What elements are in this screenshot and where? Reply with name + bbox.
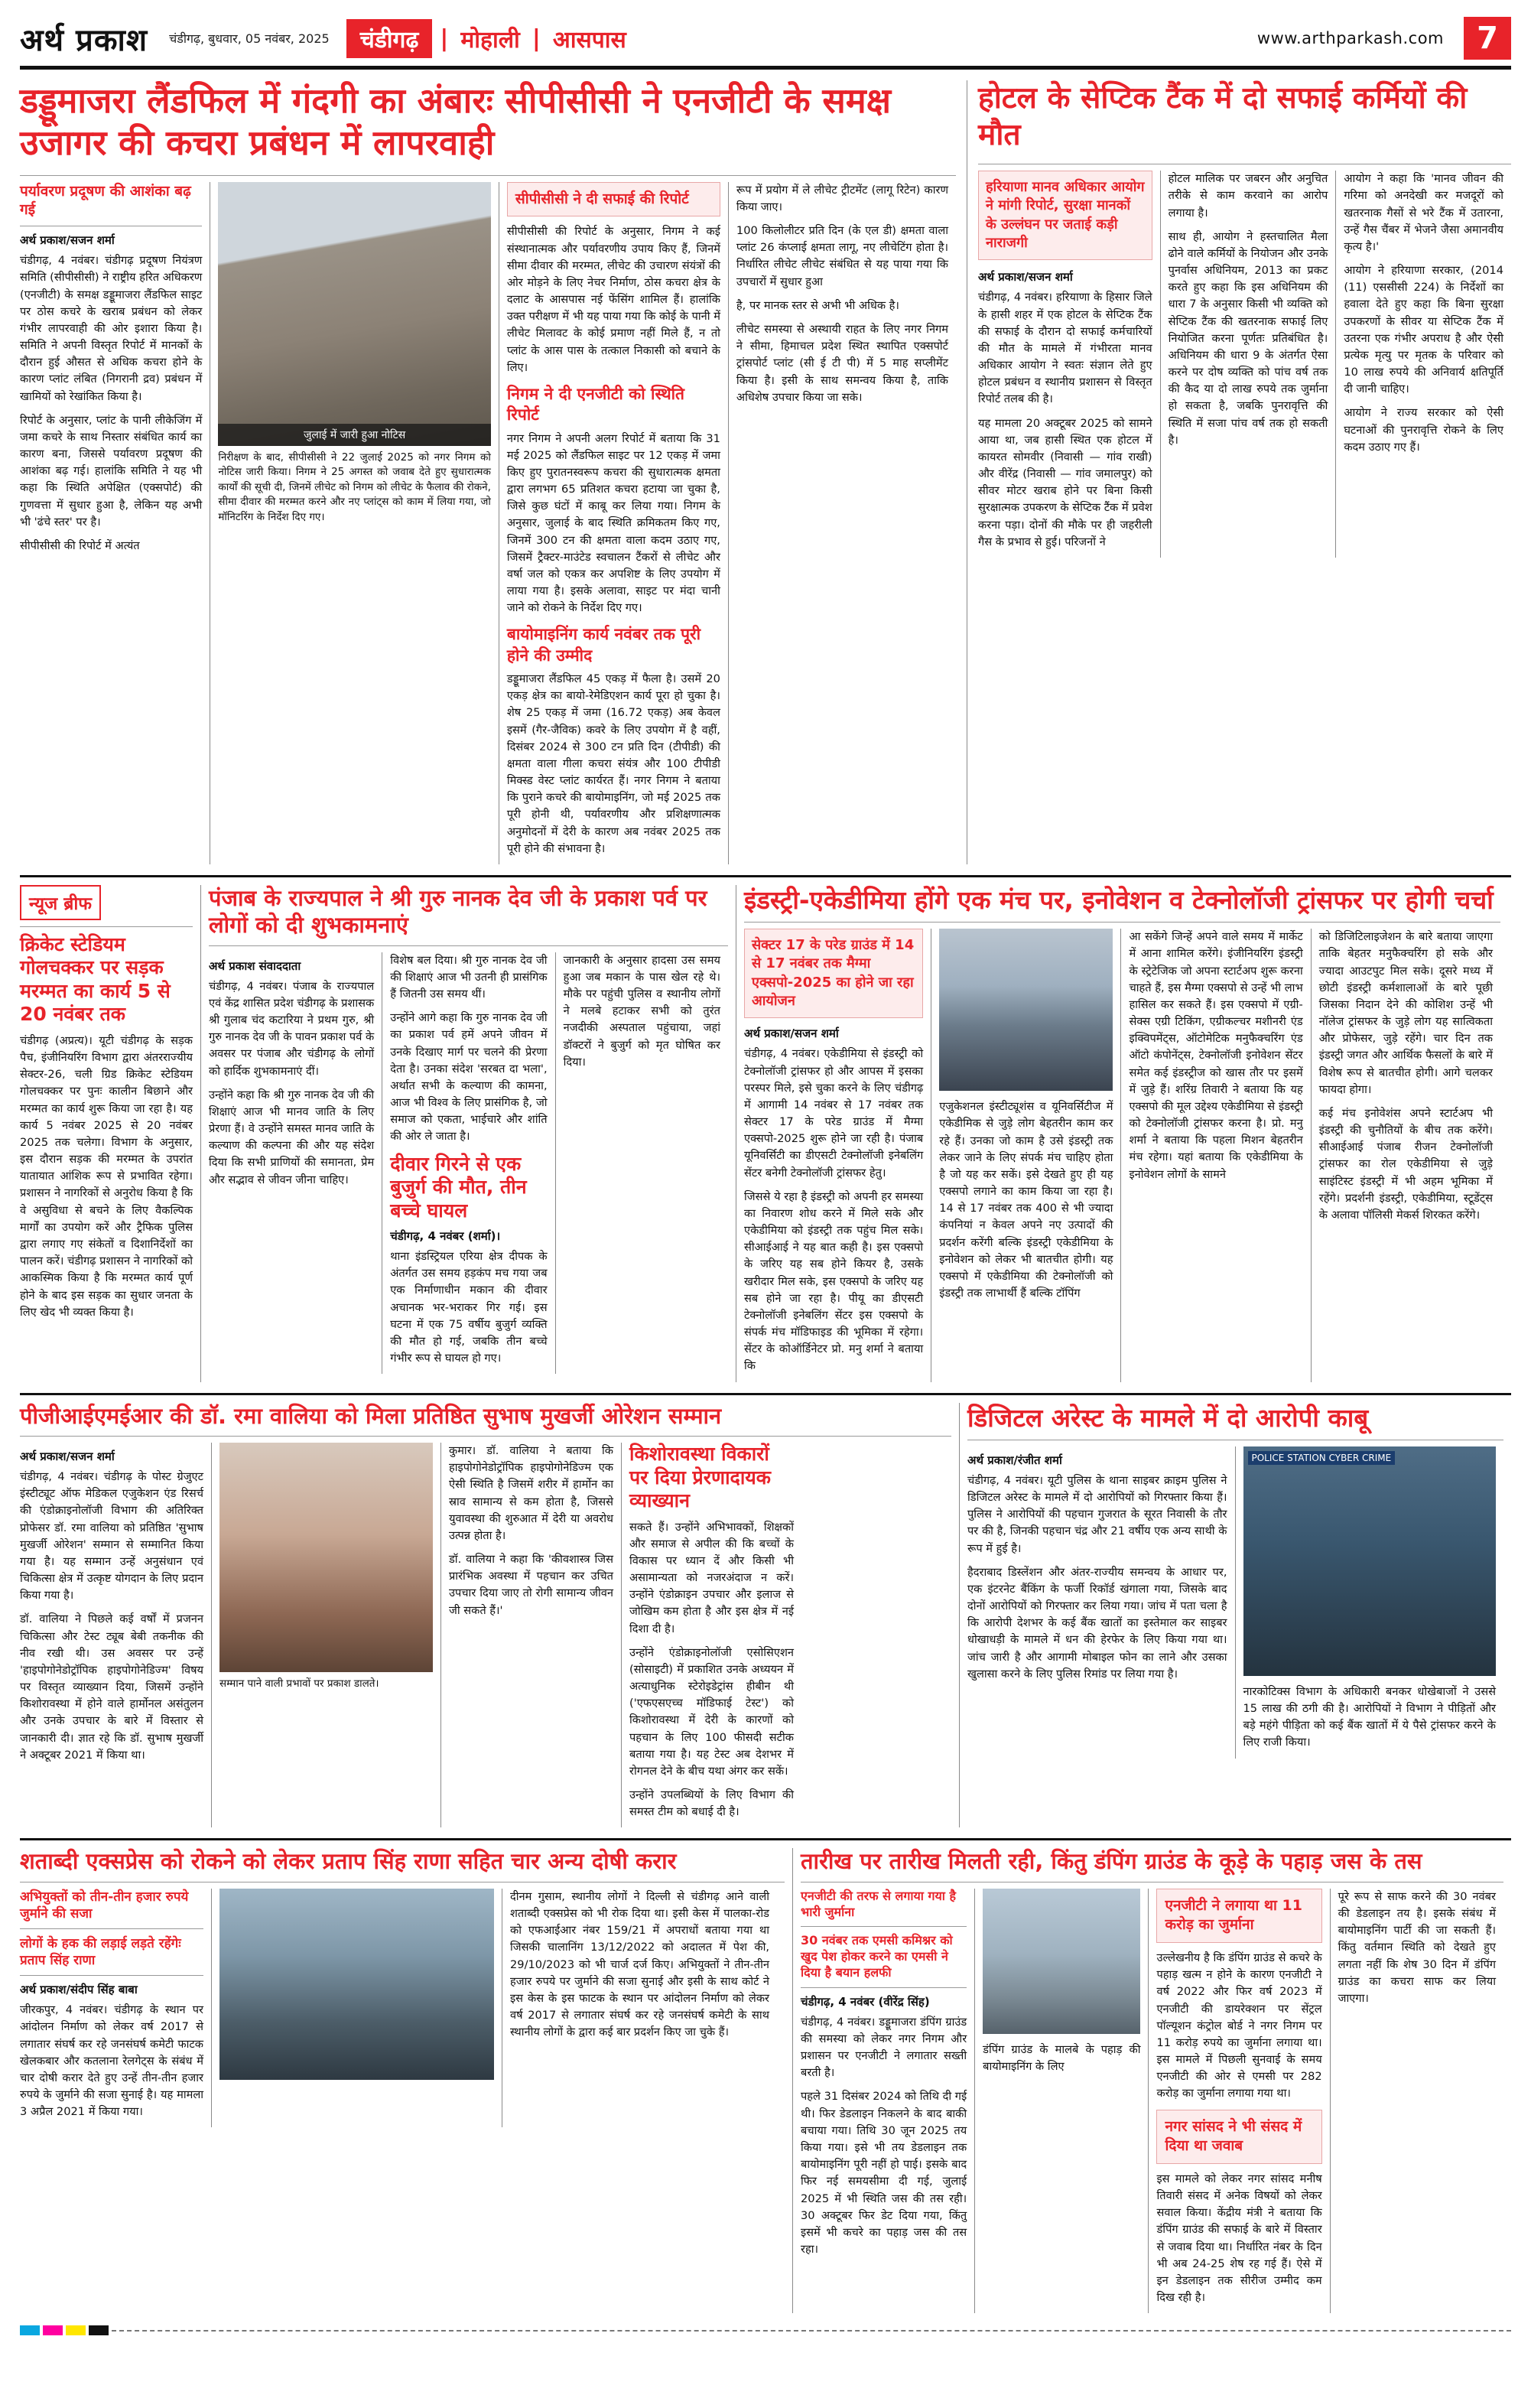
ngt-kicker-1: एनजीटी की तरफ से लगाया गया है भारी जुर्माना xyxy=(801,1888,956,1919)
lead-sidebar-para-2: नगर निगम ने अपनी अलग रिपोर्ट में बताया कि 31 मई 2025 को लैंडफिल साइट पर 12 एकड़ में जमा किए हुए पुरातनस्वरूप कचरा की सुधारात्मक क्षमता द्वारा लगभग 65 प्रतिशत कचरा हटाया जा चुका है, जिसे कुछ घंटों में काबू कर लिया गया। निगम के अनुसार, जुलाई के बाद स्थिति क्रमिकतम किए गए, जिनमें 300 टन की क्षमता वाला कदम उठाए गए, जिसमें ट्रैक्टर-माउंटेड स्वचालन टैंकरों से लीचेट और वर्षा जल को एकत्र कर अपशिष्ट के लिए उपयोग में लाया गया है। इसके अलावा, साइट पर मंदा चानी जाने को रोकने के निर्देश दिए गए। xyxy=(506,431,720,615)
guru-nanak-col-1 xyxy=(209,952,382,1375)
pgi-p7: उन्होंने उपलब्धियों के लिए विभाग की समस्त टीम को बधाई दी है। xyxy=(629,1788,794,1819)
industry-redbox: सेक्टर 17 के परेड ग्राउंड में 14 से 17 नवंबर तक मैग्मा एक्सपो-2025 का होने जा रहा आयोजन xyxy=(744,929,923,1018)
third-section xyxy=(20,1403,1511,1828)
train-col-1 xyxy=(20,1889,211,2128)
second-lead-p1: चंडीगढ़, 4 नवंबर। हरियाणा के हिसार जिले के हासी शहर में एक होटल के सेप्टिक टैंक की सफाई के दौरान दो सफाई कर्मचारियों की मौत के मामले में गंभीरता मानव अधिकार आयोग ने स्वतः संज्ञान लेते हुए होटल प्रबंधन व स्थानीय प्रशासन से विस्तृत रिपोर्ट तलब की है। xyxy=(978,291,1152,406)
pgi-p2: डॉ. वालिया ने पिछले कई वर्षों में प्रजनन चिकित्सा और टेस्ट ट्यूब बेबी तकनीक की नीव रखी थी। उस अवसर पर उन्हें 'हाइपोगोनेडोट्रॉपिक हाइपोगोनेडिज्म' विषय पर विस्तृत व्याख्यान दिया, जिसमें उन्होंने किशोरावस्था में होने वाले हार्मोनल असंतुलन और उनके उपचार के बारे में विस्तार से जानकारी दी। ज्ञात रहे कि डॉ. सुभाष मुखर्जी ने अक्टूबर 2021 में किया था। xyxy=(20,1612,203,1762)
ngt-col-2 xyxy=(974,1889,1148,2313)
swatch-yellow xyxy=(66,2325,86,2335)
lead-story xyxy=(20,80,967,864)
pgi-sub-headline: किशोरावस्था विकारों पर दिया प्रेरणादायक व्याख्यान xyxy=(629,1443,772,1512)
industry-col-2 xyxy=(931,929,1120,1381)
wall-collapse-headline: दीवार गिरने से एक बुजुर्ग की मौत, तीन बच्चे घायल xyxy=(390,1152,527,1222)
ngt-photo xyxy=(983,1889,1140,2034)
second-lead-column-2 xyxy=(1160,171,1336,558)
news-brief-headline: क्रिकेट स्टेडियम गोलचक्कर पर सड़क मरम्मत का कार्य 5 से 20 नवंबर तक xyxy=(20,932,171,1026)
industry-col-4 xyxy=(1311,929,1500,1381)
second-lead-story xyxy=(967,80,1511,864)
industry-p6: कई मंच इनोवेशंस अपने स्टार्टअप भी इंडस्ट्री की चुनौतियों के बीच तक करेंगे। सीआईआई पंजाब रीजन टेक्नोलॉजी ट्रांसफर का रोल एकेडीमिया से जुड़े साइंटिस्ट इंडस्ट्री में भी अहम भूमिका में रहेंगे। प्रदर्शनी इंडस्ट्री, एकेडीमिया, स्टूडेंट्स के अलावा पॉलिसी मेकर्स शिरकत करेंगे। xyxy=(1318,1106,1493,1222)
ngt-story xyxy=(792,1848,1511,2313)
digital-arrest-col-2 xyxy=(1235,1446,1504,1759)
swatch-black xyxy=(89,2325,109,2335)
website-url[interactable]: www.arthparkash.com xyxy=(1256,29,1444,47)
second-lead-columns xyxy=(978,171,1511,558)
ngt-kicker-2: 30 नवंबर तक एमसी कमिश्नर को खुद पेश होकर करने का एमसी ने दिया है बयान हलफी xyxy=(801,1933,953,1980)
lead-photo xyxy=(218,182,491,446)
lead-column-2 xyxy=(210,182,499,864)
industry-p3: एजुकेशनल इंस्टीट्यूशंस व यूनिवर्सिटीज में एकेडीमिक से जुड़े लोग बेहतरीन काम कर रहे हैं। उनका जो काम है उसे इंडस्ट्री तक लेकर जाने के लिए संपर्क मंच चाहिए होता है जो यह कर सकें। इसे देखते हुए ही यह एक्सपो लगाने का काम किया जा रहा है। 14 से 17 नवंबर तक 400 से भी ज्यादा कंपनियां न केवल अपने नए उत्पादों की प्रदर्शन करेंगी बल्कि इंडस्ट्री एकेडीमिया के इनोवेशन को लेकर भी बातचीत होगी। यह एक्सपो में एकेडीमिया की टेक्नोलॉजी को इंडस्ट्री तक लाभार्थी हैं बल्कि टॉपिंग xyxy=(939,1100,1113,1300)
news-brief-body: चंडीगढ़ (अप्रत्य)। यूटी चंडीगढ़ के सड़क पैच, इंजीनियरिंग विभाग द्वारा अंतरराज्यीय सेक्टर-26, चली ग्रिड क्रिकेट स्टेडियम गोलचक्कर पर पुनः कालीन बिछाने और मरम्मत का कार्य शुरू किया जा रहा है। यह कार्य 5 नवंबर 2025 से 20 नवंबर 2025 तक चलेगा। विभाग के अनुसार, इस दौरान सड़क की मरम्मत के उपरांत यातायात आंशिक रूप से प्रभावित रहेगा। प्रशासन ने नागरिकों से अनुरोध किया है कि वे असुविधा से बचने के लिए वैकल्पिक मार्गों का उपयोग करें और ट्रैफिक पुलिस द्वारा लगाए गए संकेतों व दिशानिर्देशों का पालन करें। चंडीगढ़ प्रशासन ने नागरिकों को आकस्मिक किया है कि मरम्मत कार्य पूर्ण होने के बाद इस सड़क का सुधार जनता के लिए खेद भी व्यक्त किया है। xyxy=(20,1033,193,1319)
pgi-photo-caption: सम्मान पाने वाली प्रभावों पर प्रकाश डालते। xyxy=(219,1677,379,1690)
digital-arrest-p2: हैदराबाद डिस्लेंशन और अंतर-राज्यीय समन्वय के आधार पर, एक इंटरनेट बैंकिंग के फर्जी रिकॉर्ड खंगाला गया, जिसके बाद दोनों आरोपियों को गिरफ्तार कर लिया गया। जांच में पता चला है कि आरोपी देशभर के कई बैंक खातों का इस्तेमाल कर साइबर धोखाधड़ी के मामले में धन की हेरफेर के लिए किया गया था। जांच जारी है और आगामी मोबाइल फोन का लाने और उसका खुलासा करने के लिए पुलिस रिमांड पर लिया गया है। xyxy=(967,1565,1227,1681)
ngt-p6: पूरे रूप से साफ करने की 30 नवंबर की डेडलाइन तय है। इसके संबंध में बायोमाइनिंग पार्टी की जा सकती हैं। किंतु वर्तमान स्थिति को देखते हुए लगता नहीं कि शेष 30 दिन में डंपिंग ग्राउंड का कचरा साफ कर लिया जाएगा। xyxy=(1338,1889,1496,2005)
edition-chandigarh[interactable]: चंडीगढ़ xyxy=(346,19,433,58)
bottom-section xyxy=(20,1848,1511,2313)
pgi-col-4 xyxy=(621,1443,801,1827)
top-section xyxy=(20,80,1511,864)
industry-p2: जिससे ये रहा है इंडस्ट्री को अपनी हर समस्या का निवारण शोध करने में मिले सके और एकेडीमिया को इंडस्ट्री तक पहुंच मिल सके। सीआईआई ने यह बात कही है। इस एक्सपो के जरिए यह सब होने कियर है, उसके खरीदार मिल सके, इस एक्सपो के जरिए यह सब होने जा रहा है। पीयू का डीएसटी टेक्नोलॉजी इनेबलिंग सेंटर इस एक्सपो के संपर्क मंच मॉडिफाइड की भूमिका में रहेगा। सेंटर के कोऑर्डिनेटर प्रो. मनु शर्मा ने बताया कि xyxy=(744,1189,924,1373)
train-columns xyxy=(20,1889,785,2128)
ngt-p5: इस मामले को लेकर नगर सांसद मनीष तिवारी संसद में अनेक विषयों को लेकर सवाल किया। केंद्रीय मंत्री ने बताया कि डंपिंग ग्राउंड की सफाई के बारे में विस्तार से जवाब दिया था। निर्धारित नंबर के दिन भी अब 24-25 शेष रह गई हैं। ऐसे में इन डेडलाइन तक सीरीज उम्मीद कम दिख रही है। xyxy=(1156,2172,1322,2305)
ngt-columns xyxy=(801,1889,1503,2313)
lead-col3-para-2: 100 किलोलीटर प्रति दिन (के एल डी) क्षमता वाला प्लांट 26 कंप्लाई क्षमता लागू, नए लीचेटिंग होता है। निर्धारित लीचेट लीचेट संबंधित से यह पाया गया कि उपचारों में सुधार हुआ xyxy=(736,224,948,288)
news-brief-badge: न्यूज ब्रीफ xyxy=(20,885,101,920)
second-lead-p7: आयोग ने राज्य सरकार को ऐसी घटनाओं की पुनरावृत्ति रोकने के लिए कदम उठाए गए हैं। xyxy=(1344,406,1503,454)
second-lead-p3: होटल मालिक पर जबरन और अनुचित तरीके से काम करवाने का आरोप लगाया है। xyxy=(1168,172,1328,220)
train-story xyxy=(20,1848,792,2313)
publication-logo xyxy=(20,18,161,60)
train-p1: जीरकपुर, 4 नवंबर। चंडीगढ़ के स्थान पर आंदोलन निर्माण को लेकर वर्ष 2017 से लगातार संघर्ष कर रहे जनसंघर्ष कमेटी फाटक खेलकबार और कतलाना रेलगेट्स के संबंध में चार दोषी करार देते हुए उन्हें तीन-तीन हजार रुपये के जुर्माने की सजा सुनाई है। यह मामला 3 अप्रैल 2021 में किया गया। xyxy=(20,2003,203,2119)
industry-columns xyxy=(744,929,1500,1381)
pgi-byline: अर्थ प्रकाश/सजन शर्मा xyxy=(20,1450,115,1464)
pgi-story xyxy=(20,1403,959,1828)
ngt-box-head-1: एनजीटी ने लगाया था 11 करोड़ का जुर्माना xyxy=(1156,1889,1321,1943)
train-kicker-2: लोगों के हक की लड़ाई लड़ते रहेंगेः प्रताप सिंह राणा xyxy=(20,1936,181,1969)
wall-collapse-p2: जानकारी के अनुसार हादसा उस समय हुआ जब मकान के पास खेल रहे थे। मौके पर पहुंची पुलिस व स्थानीय लोगों ने मलबे हटाकर सभी को तुरंत नजदीकी अस्पताल पहुंचाया, जहां डॉक्टरों ने बुजुर्ग को मृत घोषित कर दिया। xyxy=(563,953,720,1069)
industry-byline: अर्थ प्रकाश/सजन शर्मा xyxy=(744,1027,839,1041)
industry-story xyxy=(736,885,1508,1382)
ngt-p3: डंपिंग ग्राउंड के मालबे के पहाड़ की बायोमाइनिंग के लिए xyxy=(983,2042,1141,2073)
lead-para-1: चंडीगढ़, 4 नवंबर। चंडीगढ़ प्रदूषण नियंत्रण समिति (सीपीसीसी) ने राष्ट्रीय हरित अधिकरण (एनजीटी) के समक्ष डड्डूमाजरा लैंडफिल साइट पर ठोस कचरे के खराब प्रबंधन को लेकर गंभीर लापरवाही की ओर इशारा किया है। समिति ने अपनी विस्तृत रिपोर्ट में मानकों के दौरान हुई औसत से अधिक कचरा होने के कारण प्लांट लंबित (निगरानी द्रव) प्रबंधन में खामियों को रेखांकित किया है। xyxy=(20,254,203,403)
second-lead-p6: आयोग ने हरियाणा सरकार, (2014 (11) एससीसी 224) के निर्देशों का हवाला देते हुए कहा कि बिना सुरक्षा उपकरणों के सीवर या सेप्टिक टैंक में उतरना एक गंभीर अपराध है और ऐसी प्रत्येक मृत्यु पर मृतक के परिवार को 10 लाख रुपये की अनिवार्य क्षतिपूर्ति दी जानी चाहिए। xyxy=(1344,264,1503,396)
ngt-p2: पहले 31 दिसंबर 2024 को तिथि दी गई थी। फिर डेडलाइन निकलने के बाद बाकी बचाया गया। तिथि 30 जून 2025 तय किया गया। इसे भी तय डेडलाइन तक बायोमाइनिंग पूरी नहीं हो पाई। इसके बाद फिर नई समयसीमा दी गई, जुलाई 2025 में भी स्थिति जस की तस रही। 30 अक्टूबर फिर डेट दिया गया, किंतु इसमें भी कचरे का पहाड़ जस की तस रहा। xyxy=(801,2090,967,2257)
lead-sidebar-subhead-1: निगम ने दी एनजीटी को स्थिति रिपोर्ट xyxy=(506,384,685,425)
middle-section xyxy=(20,885,1511,1382)
guru-nanak-p1: चंडीगढ़, 4 नवंबर। पंजाब के राज्यपाल एवं केंद्र शासित प्रदेश चंडीगढ़ के प्रशासक श्री गुलाब चंद कटारिया ने प्रथम गुरु, श्री गुरु नानक देव जी के पावन प्रकाश पर्व के अवसर पर पंजाब और चंडीगढ़ के लोगों को हार्दिक शुभकामनाएं दीं। xyxy=(209,979,375,1078)
lead-kicker: पर्यावरण प्रदूषण की आशंका बढ़ गई xyxy=(20,182,191,219)
ngt-col-1 xyxy=(801,1889,974,2313)
wall-collapse-byline: चंडीगढ़, 4 नवंबर (शर्मा)। xyxy=(390,1229,501,1244)
industry-col-3 xyxy=(1120,929,1310,1381)
edition-bar xyxy=(346,19,634,58)
page-number: 7 xyxy=(1464,17,1511,60)
section-divider-2 xyxy=(20,1393,1511,1395)
digital-arrest-p3: नारकोटिक्स विभाग के अधिकारी बनकर धोखेबाजों ने उससे 15 लाख की ठगी की है। आरोपियों ने विभाग ने पीड़ितों और बड़े महंगे पीड़िता को कई बैंक खातों में ये पैसे ट्रांसफर करने के लिए राजी किया। xyxy=(1243,1684,1496,1749)
ngt-p4: उल्लेखनीय है कि डंपिंग ग्राउंड से कचरे के पहाड़ खत्म न होने के कारण एनजीटी ने वर्ष 2022 और फिर वर्ष 2023 में एनजीटी की डायरेक्शन पर सेंट्रल पॉल्यूशन कंट्रोल बोर्ड ने नगर निगम पर 11 करोड़ रुपये का जुर्माना लगाया था। इस मामले में पिछली सुनवाई के समय एनजीटी की ओर से एमसी पर 282 करोड़ का जुर्माना लगाया गया था। xyxy=(1156,1951,1322,2100)
guru-nanak-columns xyxy=(209,952,728,1375)
pgi-columns xyxy=(20,1443,951,1827)
ngt-headline: तारीख पर तारीख मिलती रही, किंतु डंपिंग ग्राउंड के कूड़े के पहाड़ जस के तस xyxy=(801,1848,1422,1875)
pgi-p6: उन्होंने एंडोक्राइनोलॉजी एसोसिएशन (सोसाइटी) में प्रकाशित उनके अध्ययन में अत्याधुनिक स्टेरोइडेट्रांस हीबीन थी ('एफएसएच्च मॉडिफाई टेस्ट') को किशोरावस्था में देरी के कारणों को पहचान के लिए 100 फीसदी सटीक बताया गया है। यह टेस्ट अब देशभर में रोगनल देने के बीच यथा अंगर कर सकें। xyxy=(629,1645,794,1778)
guru-nanak-byline: अर्थ प्रकाश संवाददाता xyxy=(209,958,301,973)
guru-nanak-col-3 xyxy=(555,952,728,1375)
digital-arrest-story xyxy=(959,1403,1511,1828)
police-station-sign: POLICE STATION CYBER CRIME xyxy=(1248,1451,1396,1465)
pgi-p3: कुमार। डॉ. वालिया ने बताया कि हाइपोगोनेडोट्रॉपिक हाइपोगोनेडिज्म एक ऐसी स्थिति है जिसमें शरीर में हार्मोन का स्राव सामान्य से कम होता है, जिससे युवावस्था की शुरुआत में देरी या अवरोध उत्पन्न होता है। xyxy=(449,1444,613,1542)
digital-arrest-columns xyxy=(967,1446,1503,1759)
pgi-col-2 xyxy=(211,1443,440,1827)
lead-columns xyxy=(20,182,956,864)
guru-nanak-p3: विशेष बल दिया। श्री गुरु नानक देव जी की शिक्षाएं आज भी उतनी ही प्रासंगिक हैं जितनी उस समय थीं। xyxy=(390,953,548,1001)
section-divider-3 xyxy=(20,1838,1511,1840)
industry-headline: इंडस्ट्री-एकेडीमिया होंगे एक मंच पर, इनोवेशन व टेक्नोलॉजी ट्रांसफर पर होगी चर्चा xyxy=(744,884,1494,915)
pgi-col-3 xyxy=(440,1443,621,1827)
industry-col-1 xyxy=(744,929,931,1381)
lead-para-2: रिपोर्ट के अनुसार, प्लांट के पानी लीकेजिंग में जमा कचरे के साथ निस्तार संबंधित कार्य का कारण बना, जिससे पर्यावरण प्रदूषण की आशंका बढ़ गई। हालांकि समिति ने यह भी कहा कि स्थिति अपेक्षित (एक्सपोर्ट) की गुणवत्ता में सुधार हुआ है, लेकिन यह अभी भी 'ढंचे स्तर' पर है। xyxy=(20,413,203,529)
edition-separator-2: | xyxy=(531,24,541,52)
industry-p1: चंडीगढ़, 4 नवंबर। एकेडीमिया से इंडस्ट्री को टेक्नोलॉजी ट्रांसफर हो और आपस में इसका परस्पर मिले, इसे चुका करने के लिए चंडीगढ़ में आगामी 14 नवंबर से 17 नवंबर तक सेक्टर 17 के परेड ग्राउंड में मैग्मा एक्सपो-2025 शुरू होने जा रही है। पंजाब यूनिवर्सिटी का डीएसटी टेक्नोलॉजी इनेबलिंग सेंटर बनेगी टेक्नोलॉजी ट्रांसफर हेतु। xyxy=(744,1047,924,1180)
second-lead-column-1 xyxy=(978,171,1160,558)
lead-col3-para-3: है, पर मानक स्तर से अभी भी अधिक है। xyxy=(736,298,899,312)
second-lead-headline: होटल के सेप्टिक टैंक में दो सफाई कर्मियों की मौत xyxy=(978,81,1468,152)
train-col-2 xyxy=(211,1889,502,2128)
digital-arrest-p1: चंडीगढ़, 4 नवंबर। यूटी पुलिस के थाना साइबर क्राइम पुलिस ने डिजिटल अरेस्ट के मामले में दो आरोपियों को गिरफ्तार किया हैं। पुलिस ने आरोपियों की पहचान गुजरात के सूरत निवासी के तौर पर की है, जिनकी पहचान चंद्र और 21 वर्षीय एक अन्य साथी के रूप में हुई है। xyxy=(967,1473,1227,1555)
lead-col3-para-4: लीचेट समस्या से अस्थायी राहत के लिए नगर निगम ने सीमा, हिमाचल प्रदेश स्थित स्थापित एक्सपोर्ट ट्रांसपोर्ट प्लांट (सी ई टी पी) में 5 माह सप्लीमेंट किया है। इसी के साथ समन्वय किया है, ताकि अधिशेष उपचार किया जा सके। xyxy=(736,322,948,404)
train-headline: शताब्दी एक्सप्रेस को रोकने को लेकर प्रताप सिंह राणा सहित चार अन्य दोषी करार xyxy=(20,1848,677,1875)
pgi-p4: डॉ. वालिया ने कहा कि 'कीवशास्त्र जिस प्रारंभिक अवस्था में पहचान कर उचित उपचार दिया जाए तो रोगी सामान्य जीवन जी सकते हैं।' xyxy=(449,1553,613,1617)
ngt-col-4 xyxy=(1330,1889,1503,2313)
guru-nanak-story xyxy=(200,885,736,1382)
train-kicker-1: अभियुक्तों को तीन-तीन हजार रुपये जुर्माने की सजा xyxy=(20,1889,189,1922)
second-lead-p5: आयोग ने कहा कि 'मानव जीवन की गरिमा को अनदेखी कर मजदूरों को खतरनाक गैसों से भरे टैंक में उतारना, उन्हें गैस चैंबर में भेजने जैसा अमानवीय कृत्य है।' xyxy=(1344,172,1503,253)
guru-nanak-p4: उन्होंने आगे कहा कि गुरु नानक देव जी का प्रकाश पर्व हमें अपने जीवन में उनके दिखाए मार्ग पर चलने की प्रेरणा देता है। उनका संदेश 'सरबत दा भला', अर्थात सभी के कल्याण की कामना, आज भी विश्व के लिए प्रासंगिक है, जो समाज को एकता, भाईचारे और शांति की ओर ले जाता है। xyxy=(390,1011,548,1144)
ngt-box-head-2: नगर सांसद ने भी संसद में दिया था जवाब xyxy=(1156,2110,1321,2164)
color-registration-bar xyxy=(20,2325,1511,2346)
lead-para-3: सीपीसीसी की रिपोर्ट में अत्यंत xyxy=(20,539,140,552)
edition-mohali[interactable]: मोहाली xyxy=(460,26,520,54)
second-lead-p4: साथ ही, आयोग ने हस्तचालित मैला ढोने वाले कर्मियों के नियोजन और उनके पुनर्वास अधिनियम, 2013 का प्रकट करते हुए कहा कि इस अधिनियम की धारा 7 के अनुसार किसी भी व्यक्ति को सेप्टिक टैंक की खतरनाक सफाई लिए नियोजित करना पूर्णतः प्रतिबंधित है। अधिनियम की धारा 9 के अंतर्गत ऐसा करने पर दोष व्यक्ति को पांच वर्ष तक की कैद या दो लाख रुपये तक जुर्माना हो सकता है, जबकि पुनरावृत्ति की स्थिति में सजा पांच वर्ष तक हो सकती है। xyxy=(1168,229,1328,447)
lead-sidebar-para-3: डड्डूमाजरा लैंडफिल 45 एकड़ में फैला है। उसमें 20 एकड़ क्षेत्र का बायो-रेमेडिएशन कार्य पूरा हो चुका है। शेष 25 एकड़ में जमा (16.72 एकड़) अब केवल इसमें (गैर-जैविक) कवरे के लिए उपयोग में है वहीं, दिसंबर 2024 से 300 टन प्रति दिन (टीपीडी) की क्षमता वाला गीला कचरा संयंत्र और 100 टीपीडी मिक्स्ड वेस्ट प्लांट कार्यरत हैं। नगर निगम ने बताया कि पुराने कचरे की बायोमाइनिंग, जो मई 2025 तक पूरी होनी थी, पर्यावरणीय और प्रशिक्षणात्मक अनुमोदनों में देरी के कारण अब नवंबर 2025 तक पूरी होने की संभावना है। xyxy=(506,672,720,855)
ngt-p1: चंडीगढ़, 4 नवंबर। डड्डूमाजरा डंपिंग ग्राउंड की समस्या को लेकर नगर निगम और प्रशासन पर एनजीटी ने लगातार सख्ती बरती है। xyxy=(801,2015,967,2080)
digital-arrest-col-1 xyxy=(967,1446,1235,1759)
lead-column-3 xyxy=(499,182,728,864)
logo-main: अर्थ xyxy=(20,22,65,58)
second-lead-p2: यह मामला 20 अक्टूबर 2025 को सामने आया था, जब हासी स्थित एक होटल में कायरत सोमवीर (निवासी — गांव राखी) और वीरेंद्र (निवासी — गांव जमालपुर) को सीवर मोटर खराब होने पर बिना किसी सुरक्षात्मक उपकरण के सेप्टिक टैंक में प्रवेश करना पड़ा। दोनों की मौके पर ही जहरीली गैस के प्रभाव से हुई। परिजनों ने xyxy=(978,416,1152,548)
second-lead-column-3 xyxy=(1335,171,1511,558)
section-divider-1 xyxy=(20,875,1511,877)
industry-p4: आ सकेंगे जिन्हें अपने वाले समय में मार्केट में आना शामिल करेंगे। इंजीनियरिंग इंडस्ट्री के स्ट्रेटेजिक जो अपना स्टार्टअप शुरू करना चाहते हैं, इस मैग्मा एक्सपो से उन्हें भी लाभ हासिल कर सकते हैं। इस एक्सपो में एग्री-सेक्स एग्री टिकिंग, एग्रीकल्चर मशीनरी एंड इक्विपमेंट्स, ऑटोमेटिक मनुफैक्चरिंग एंड ऑटो कंपोनेंट्स, टेक्नोलॉजी इनोवेशन सेंटर समेत कई इंडस्ट्रीज को खास तौर पर इसमें में जुड़े हैं। शरिंग्र तिवारी ने बताया कि यह एक्सपो की मूल उद्देश्य एकेडीमिया से इंडस्ट्री को टेक्नोलॉजी ट्रांसफर करना है। प्रो. मनु शर्मा ने बताया कि पहला मिशन बेहतरीन मंच रहेगा। यहां बताया कि एकेडीमिया के इनोवेशन लोगों के सामने xyxy=(1129,930,1303,1181)
lead-col3-para-1: रूप में प्रयोग में ले लीचेट ट्रीटमेंट (लागू रिटेन) कारण किया जाए। xyxy=(736,183,948,213)
swatch-magenta xyxy=(43,2325,63,2335)
registration-dashline xyxy=(112,2330,1511,2332)
train-byline: अर्थ प्रकाश/संदीप सिंह बाबा xyxy=(20,1983,138,1997)
train-photo xyxy=(219,1889,494,2080)
lead-sidebar-para-1: सीपीसीसी की रिपोर्ट के अनुसार, निगम ने कई संस्थानात्मक और पर्यावरणीय उपाय किए हैं, जिनमें सीमा दीवार की मरम्मत, लीचेट की उचारण संयंत्रों की ओर मोड़ने के लिए नेचर निर्माण, ठोस कचरा क्षेत्र के दलाट के आसपास नई फेंसिंग शामिल हैं। हालांकि उक्त परीक्षण में भी यह पाया गया कि कोई के पानी में लीचेट मिलावट के कोई प्रमाण नहीं मिले हैं, न तो प्लांट के आस पास के तत्काल निकासी को बचाने के लिए। xyxy=(506,225,720,374)
digital-arrest-headline: डिजिटल अरेस्ट के मामले में दो आरोपी काबू xyxy=(967,1402,1369,1433)
train-col-3 xyxy=(502,1889,777,2128)
swatch-cyan xyxy=(20,2325,40,2335)
industry-photo xyxy=(939,929,1113,1091)
wall-collapse-p1: थाना इंडस्ट्रियल एरिया क्षेत्र दीपक के अंतर्गत उस समय हड़कंप मच गया जब एक निर्माणाधीन मकान की दीवार अचानक भर-भराकर गिर गई। इस घटना में एक 75 वर्षीय बुजुर्ग व्यक्ति की मौत हो गई, जबकि तीन बच्चे गंभीर रूप से घायल हो गए। xyxy=(390,1250,548,1365)
lead-byline: अर्थ प्रकाश/सजन शर्मा xyxy=(20,233,115,248)
masthead xyxy=(20,17,1511,70)
ngt-col-3 xyxy=(1148,1889,1329,2313)
pgi-p5: सकते हैं। उन्होंने अभिभावकों, शिक्षकों और समाज से अपील की कि बच्चों के विकास पर ध्यान दें और किसी भी असामान्यता को नजरअंदाज न करें। उन्होंने एंडोक्राइन उपचार और इलाज से जोखिम कम होता है और इस क्षेत्र में नई दिशा दी है। xyxy=(629,1520,794,1635)
guru-nanak-headline: पंजाब के राज्यपाल ने श्री गुरु नानक देव जी के प्रकाश पर्व पर लोगों को दी शुभकामनाएं xyxy=(209,884,707,939)
ngt-byline: चंडीगढ़, 4 नवंबर (वीरेंद्र सिंह) xyxy=(801,1994,930,2009)
pgi-headline: पीजीआईएमईआर की डॉ. रमा वालिया को मिला प्रतिष्ठित सुभाष मुखर्जी ओरेशन सम्मान xyxy=(20,1402,722,1429)
lead-photo-caption: जुलाई में जारी हुआ नोटिस xyxy=(218,424,491,446)
news-brief xyxy=(20,885,200,1382)
pgi-portrait-photo xyxy=(219,1443,433,1672)
lead-column-1 xyxy=(20,182,210,864)
lead-column-4 xyxy=(728,182,956,864)
digital-arrest-byline: अर्थ प्रकाश/रंजीत शर्मा xyxy=(967,1453,1062,1467)
guru-nanak-p2: उन्होंने कहा कि श्री गुरु नानक देव जी की शिक्षाएं आज भी मानव जाति के लिए प्रेरणा हैं। वे उन्होंने समस्त मानव जाति के कल्याण की कल्पना की और यह संदेश दिया कि सभी प्राणियों की समानता, प्रेम और सद्भाव से जीवन जीना चाहिए। xyxy=(209,1088,375,1186)
pgi-p1: चंडीगढ़, 4 नवंबर। चंडीगढ़ के पोस्ट ग्रेजुएट इंस्टीट्यूट ऑफ मेडिकल एजुकेशन एंड रिसर्च की एंडोक्राइनोलॉजी विभाग की अतिरिक्त प्रोफेसर डॉ. रमा वालिया को प्रतिष्ठित 'सुभाष मुखर्जी ओरेशन' सम्मान से सम्मानित किया गया है। यह सम्मान उन्हें अनुसंधान एवं चिकित्सा क्षेत्र में उत्कृष्ट योगदान के लिए प्रदान किया गया है। xyxy=(20,1470,203,1603)
pgi-col-1 xyxy=(20,1443,211,1827)
lead-sidebar-head: सीपीसीसी ने दी सफाई की रिपोर्ट xyxy=(507,182,720,217)
lead-photo-subcaption: निरीक्षण के बाद, सीपीसीसी ने 22 जुलाई 2025 को नगर निगम को नोटिस जारी किया। निगम ने 25 अगस्त को जवाब देते हुए सुधारात्मक कार्यों की सूची दी, जिनमें लीचेट को निगम को लीचेट के फैलाव की रोकने, सीमा दीवार की मरम्मत करने और नए प्लांट्स को काम में लिया गया, जो मॉनिटरिंग के निर्देश दिए गए। xyxy=(218,451,491,524)
second-lead-redbox: हरियाणा मानव अधिकार आयोग ने मांगी रिपोर्ट, सुरक्षा मानकों के उल्लंघन पर जताई कड़ी नाराजगी xyxy=(978,171,1152,260)
dateline: चंडीगढ़, बुधवार, 05 नवंबर, 2025 xyxy=(169,31,330,46)
guru-nanak-col-2 xyxy=(382,952,554,1375)
lead-sidebar-subhead-2: बायोमाइनिंग कार्य नवंबर तक पूरी होने की उम्मीद xyxy=(506,625,701,665)
train-p2: दीनम गुसाम, स्थानीय लोगों ने दिल्ली से चंडीगढ़ आने वाली शताब्दी एक्सप्रेस को भी रोक दिया था। इसी केस में पालका-रोड को एफआईआर नंबर 159/21 में अपराधों बताया गया था जिसकी चालानिंग 13/12/2022 को अदालत में पेश की, 29/10/2023 को भी चार्ज दर्ज किए। अभियुक्तों ने तीन-तीन हजार रुपये पर जुर्माने की सजा सुनाई और इसी के साथ कोर्ट ने इस केस के इस फाटक के स्थान पर आंदोलन निर्माण को लेकर वर्ष 2017 से लगातार संघर्ष कर रहे जनसंघर्ष कमेटी के साथ स्थानीय लोगों के द्वारा कई बार प्रदर्शन किए जा चुके हैं। xyxy=(510,1889,769,2039)
edition-separator-1: | xyxy=(440,24,449,52)
digital-arrest-photo xyxy=(1243,1446,1497,1676)
logo-sub: प्रकाश xyxy=(76,22,148,58)
second-lead-byline: अर्थ प्रकाश/सजन शर्मा xyxy=(978,270,1073,285)
lead-headline: डड्डूमाजरा लैंडफिल में गंदगी का अंबारः सीपीसीसी ने एनजीटी के समक्ष उजागर की कचरा प्रबंधन में लापरवाही xyxy=(20,80,891,163)
edition-aaspas[interactable]: आसपास xyxy=(552,26,626,54)
industry-p5: को डिजिटिलाइजेशन के बारे बताया जाएगा ताकि बेहतर मनुफैक्चरिंग हो सके और ज्यादा आउटपुट मिल सके। दूसरे मध्य में छोटी इंडस्ट्री कर्मशालाओं के बारे पूछी जिसका निदान देने की कोशिश उन्हें भी नॉलेज ट्रांसफर के जुड़े लोग यह सात्विकता और प्रोफेसर, जुड़े रहेंगे। चार दिन तक इंडस्ट्री जगत और आर्थिक फैसलों के बारे में विशेष रूप से बातचीत होगी। आगे चलकर फायदा होगा। xyxy=(1318,930,1493,1096)
